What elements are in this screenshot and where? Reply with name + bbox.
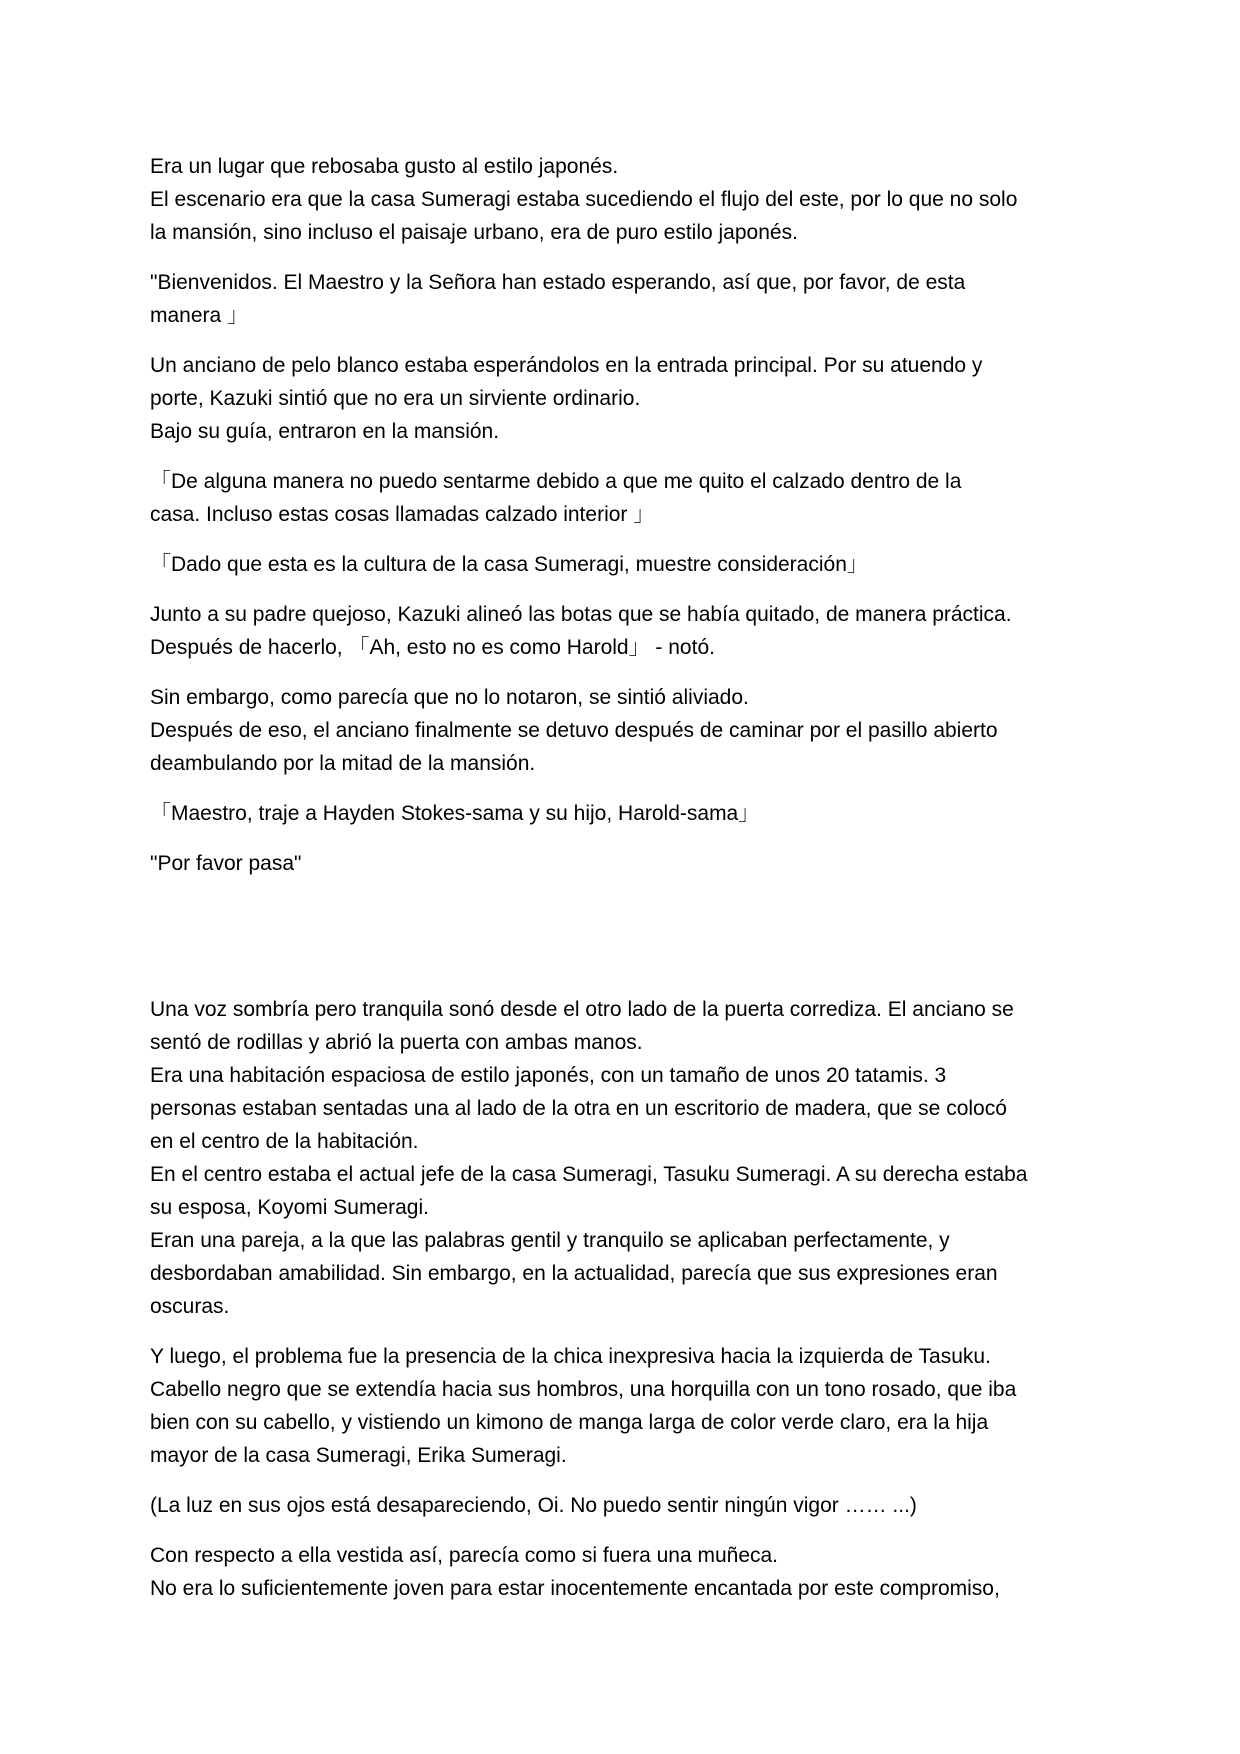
text-line: Después de eso, el anciano finalmente se detuvo después de caminar por el pasillo abierto bbox=[150, 719, 998, 742]
paragraph bbox=[150, 465, 1090, 531]
text-line: Un anciano de pelo blanco estaba esperándolos en la entrada principal. Por su atuendo y bbox=[150, 354, 983, 377]
text-line: sentó de rodillas y abrió la puerta con ambas manos. bbox=[150, 1031, 643, 1054]
text-line: Y luego, el problema fue la presencia de la chica inexpresiva hacia la izquierda de Tasuku. bbox=[150, 1345, 991, 1368]
text-line: En el centro estaba el actual jefe de la casa Sumeragi, Tasuku Sumeragi. A su derecha estaba bbox=[150, 1163, 1028, 1186]
paragraph bbox=[150, 266, 1090, 332]
text-line: la mansión, sino incluso el paisaje urbano, era de puro estilo japonés. bbox=[150, 221, 798, 244]
text-line: porte, Kazuki sintió que no era un sirviente ordinario. bbox=[150, 387, 641, 410]
text-line: Una voz sombría pero tranquila sonó desde el otro lado de la puerta corrediza. El anciano se bbox=[150, 998, 1014, 1021]
paragraph bbox=[150, 150, 1090, 249]
text-line: en el centro de la habitación. bbox=[150, 1130, 419, 1153]
text-line: (La luz en sus ojos está desapareciendo, Oi. No puedo sentir ningún vigor …… ...) bbox=[150, 1494, 917, 1517]
text-line: deambulando por la mitad de la mansión. bbox=[150, 752, 536, 775]
text-line: 「Maestro, traje a Hayden Stokes-sama y su hijo, Harold-sama」 bbox=[150, 802, 760, 825]
text-line: Junto a su padre quejoso, Kazuki alineó las botas que se había quitado, de manera práctica. bbox=[150, 603, 1012, 626]
paragraph bbox=[150, 681, 1090, 780]
paragraph bbox=[150, 797, 1090, 830]
text-line: Era una habitación espaciosa de estilo japonés, con un tamaño de unos 20 tatamis. 3 bbox=[150, 1064, 947, 1087]
section-spacer bbox=[150, 897, 1090, 993]
text-line: manera 」 bbox=[150, 304, 249, 327]
paragraph bbox=[150, 1539, 1090, 1605]
text-line: Eran una pareja, a la que las palabras gentil y tranquilo se aplicaban perfectamente, y bbox=[150, 1229, 950, 1252]
paragraph bbox=[150, 349, 1090, 448]
text-line: Era un lugar que rebosaba gusto al estilo japonés. bbox=[150, 155, 619, 178]
text-line: personas estaban sentadas una al lado de la otra en un escritorio de madera, que se colocó bbox=[150, 1097, 1007, 1120]
text-line: El escenario era que la casa Sumeragi estaba sucediendo el flujo del este, por lo que no solo bbox=[150, 188, 1018, 211]
document-body bbox=[150, 150, 1090, 1622]
section-before-break bbox=[150, 150, 1090, 880]
text-line: 「Dado que esta es la cultura de la casa Sumeragi, muestre consideración」 bbox=[150, 553, 868, 576]
paragraph bbox=[150, 1489, 1090, 1522]
text-line: Cabello negro que se extendía hacia sus hombros, una horquilla con un tono rosado, que iba bbox=[150, 1378, 1017, 1401]
text-line: Bajo su guía, entraron en la mansión. bbox=[150, 420, 500, 443]
text-line: casa. Incluso estas cosas llamadas calzado interior 」 bbox=[150, 503, 655, 526]
paragraph bbox=[150, 1340, 1090, 1472]
text-line: Después de hacerlo, 「Ah, esto no es como Harold」 - notó. bbox=[150, 636, 715, 659]
text-line: Sin embargo, como parecía que no lo notaron, se sintió aliviado. bbox=[150, 686, 749, 709]
text-line: bien con su cabello, y vistiendo un kimono de manga larga de color verde claro, era la hija bbox=[150, 1411, 989, 1434]
text-line: 「De alguna manera no puedo sentarme debido a que me quito el calzado dentro de la bbox=[150, 470, 962, 493]
section-after-break bbox=[150, 993, 1090, 1605]
paragraph bbox=[150, 598, 1090, 664]
paragraph bbox=[150, 847, 1090, 880]
text-line: "Bienvenidos. El Maestro y la Señora han estado esperando, así que, por favor, de esta bbox=[150, 271, 966, 294]
text-line: No era lo suficientemente joven para estar inocentemente encantada por este compromiso, bbox=[150, 1577, 1000, 1600]
text-line: mayor de la casa Sumeragi, Erika Sumeragi. bbox=[150, 1444, 567, 1467]
text-line: "Por favor pasa" bbox=[150, 852, 302, 875]
text-line: Con respecto a ella vestida así, parecía como si fuera una muñeca. bbox=[150, 1544, 779, 1567]
text-line: oscuras. bbox=[150, 1295, 230, 1318]
text-line: desbordaban amabilidad. Sin embargo, en la actualidad, parecía que sus expresiones eran bbox=[150, 1262, 998, 1285]
paragraph bbox=[150, 993, 1090, 1323]
text-line: su esposa, Koyomi Sumeragi. bbox=[150, 1196, 429, 1219]
paragraph bbox=[150, 548, 1090, 581]
